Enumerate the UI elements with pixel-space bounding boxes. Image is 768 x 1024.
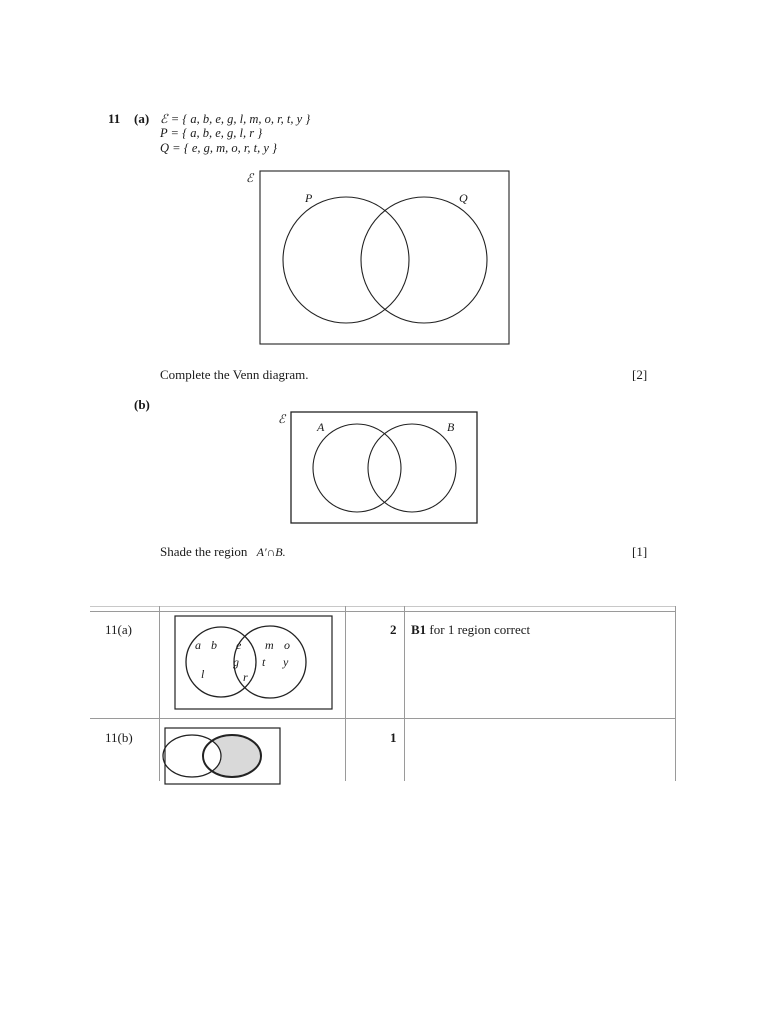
element-g: g xyxy=(233,655,239,669)
element-m: m xyxy=(265,638,274,652)
row-a-ref: 11(a) xyxy=(105,622,132,637)
universal-symbol-b: ℰ xyxy=(278,412,286,426)
element-y: y xyxy=(283,655,289,669)
universal-symbol-a: ℰ xyxy=(246,171,254,185)
circle-p xyxy=(283,197,409,323)
row-a-guidance xyxy=(411,622,530,638)
answer-venn-a xyxy=(170,612,340,712)
label-p: P xyxy=(305,191,313,205)
element-o: o xyxy=(284,638,290,652)
universal-rectangle-a xyxy=(260,171,509,344)
row-b-ref: 11(b) xyxy=(105,730,133,745)
circle-a xyxy=(313,424,401,512)
set-p-definition: P = { a, b, e, g, l, r } xyxy=(160,126,263,140)
row-a-guidance-text: for 1 region correct xyxy=(426,622,531,637)
circle-b xyxy=(368,424,456,512)
part-b-region: A′∩B. xyxy=(256,545,286,559)
answer-circle-q xyxy=(234,626,306,698)
element-a: a xyxy=(195,638,201,652)
part-a-label: (a) xyxy=(134,111,150,126)
element-t: t xyxy=(262,655,266,669)
question-number: 11 xyxy=(108,111,121,126)
row-b-marks: 1 xyxy=(390,730,397,745)
part-a-marks: [2] xyxy=(632,367,648,382)
label-a: A xyxy=(317,420,325,434)
element-l: l xyxy=(201,667,205,681)
label-b: B xyxy=(447,420,455,434)
venn-diagram-a xyxy=(240,165,520,350)
label-q: Q xyxy=(459,191,468,205)
element-b: b xyxy=(211,638,217,652)
part-b-instruction-prefix: Shade the region xyxy=(160,544,248,559)
circle-q xyxy=(361,197,487,323)
answer-venn-b xyxy=(160,722,285,784)
universal-set-definition: ℰ = { a, b, e, g, l, m, o, r, t, y } xyxy=(160,112,311,126)
row-a-guidance-code: B1 xyxy=(411,622,427,637)
set-q-definition: Q = { e, g, m, o, r, t, y } xyxy=(160,141,278,155)
row-a-marks: 2 xyxy=(390,622,397,637)
element-r: r xyxy=(243,670,248,684)
part-b-marks: [1] xyxy=(632,544,648,559)
part-a-instruction: Complete the Venn diagram. xyxy=(160,367,309,382)
venn-diagram-b xyxy=(275,408,485,528)
part-b-instruction xyxy=(160,544,286,560)
element-e: e xyxy=(236,638,242,652)
part-b-label: (b) xyxy=(134,397,150,412)
